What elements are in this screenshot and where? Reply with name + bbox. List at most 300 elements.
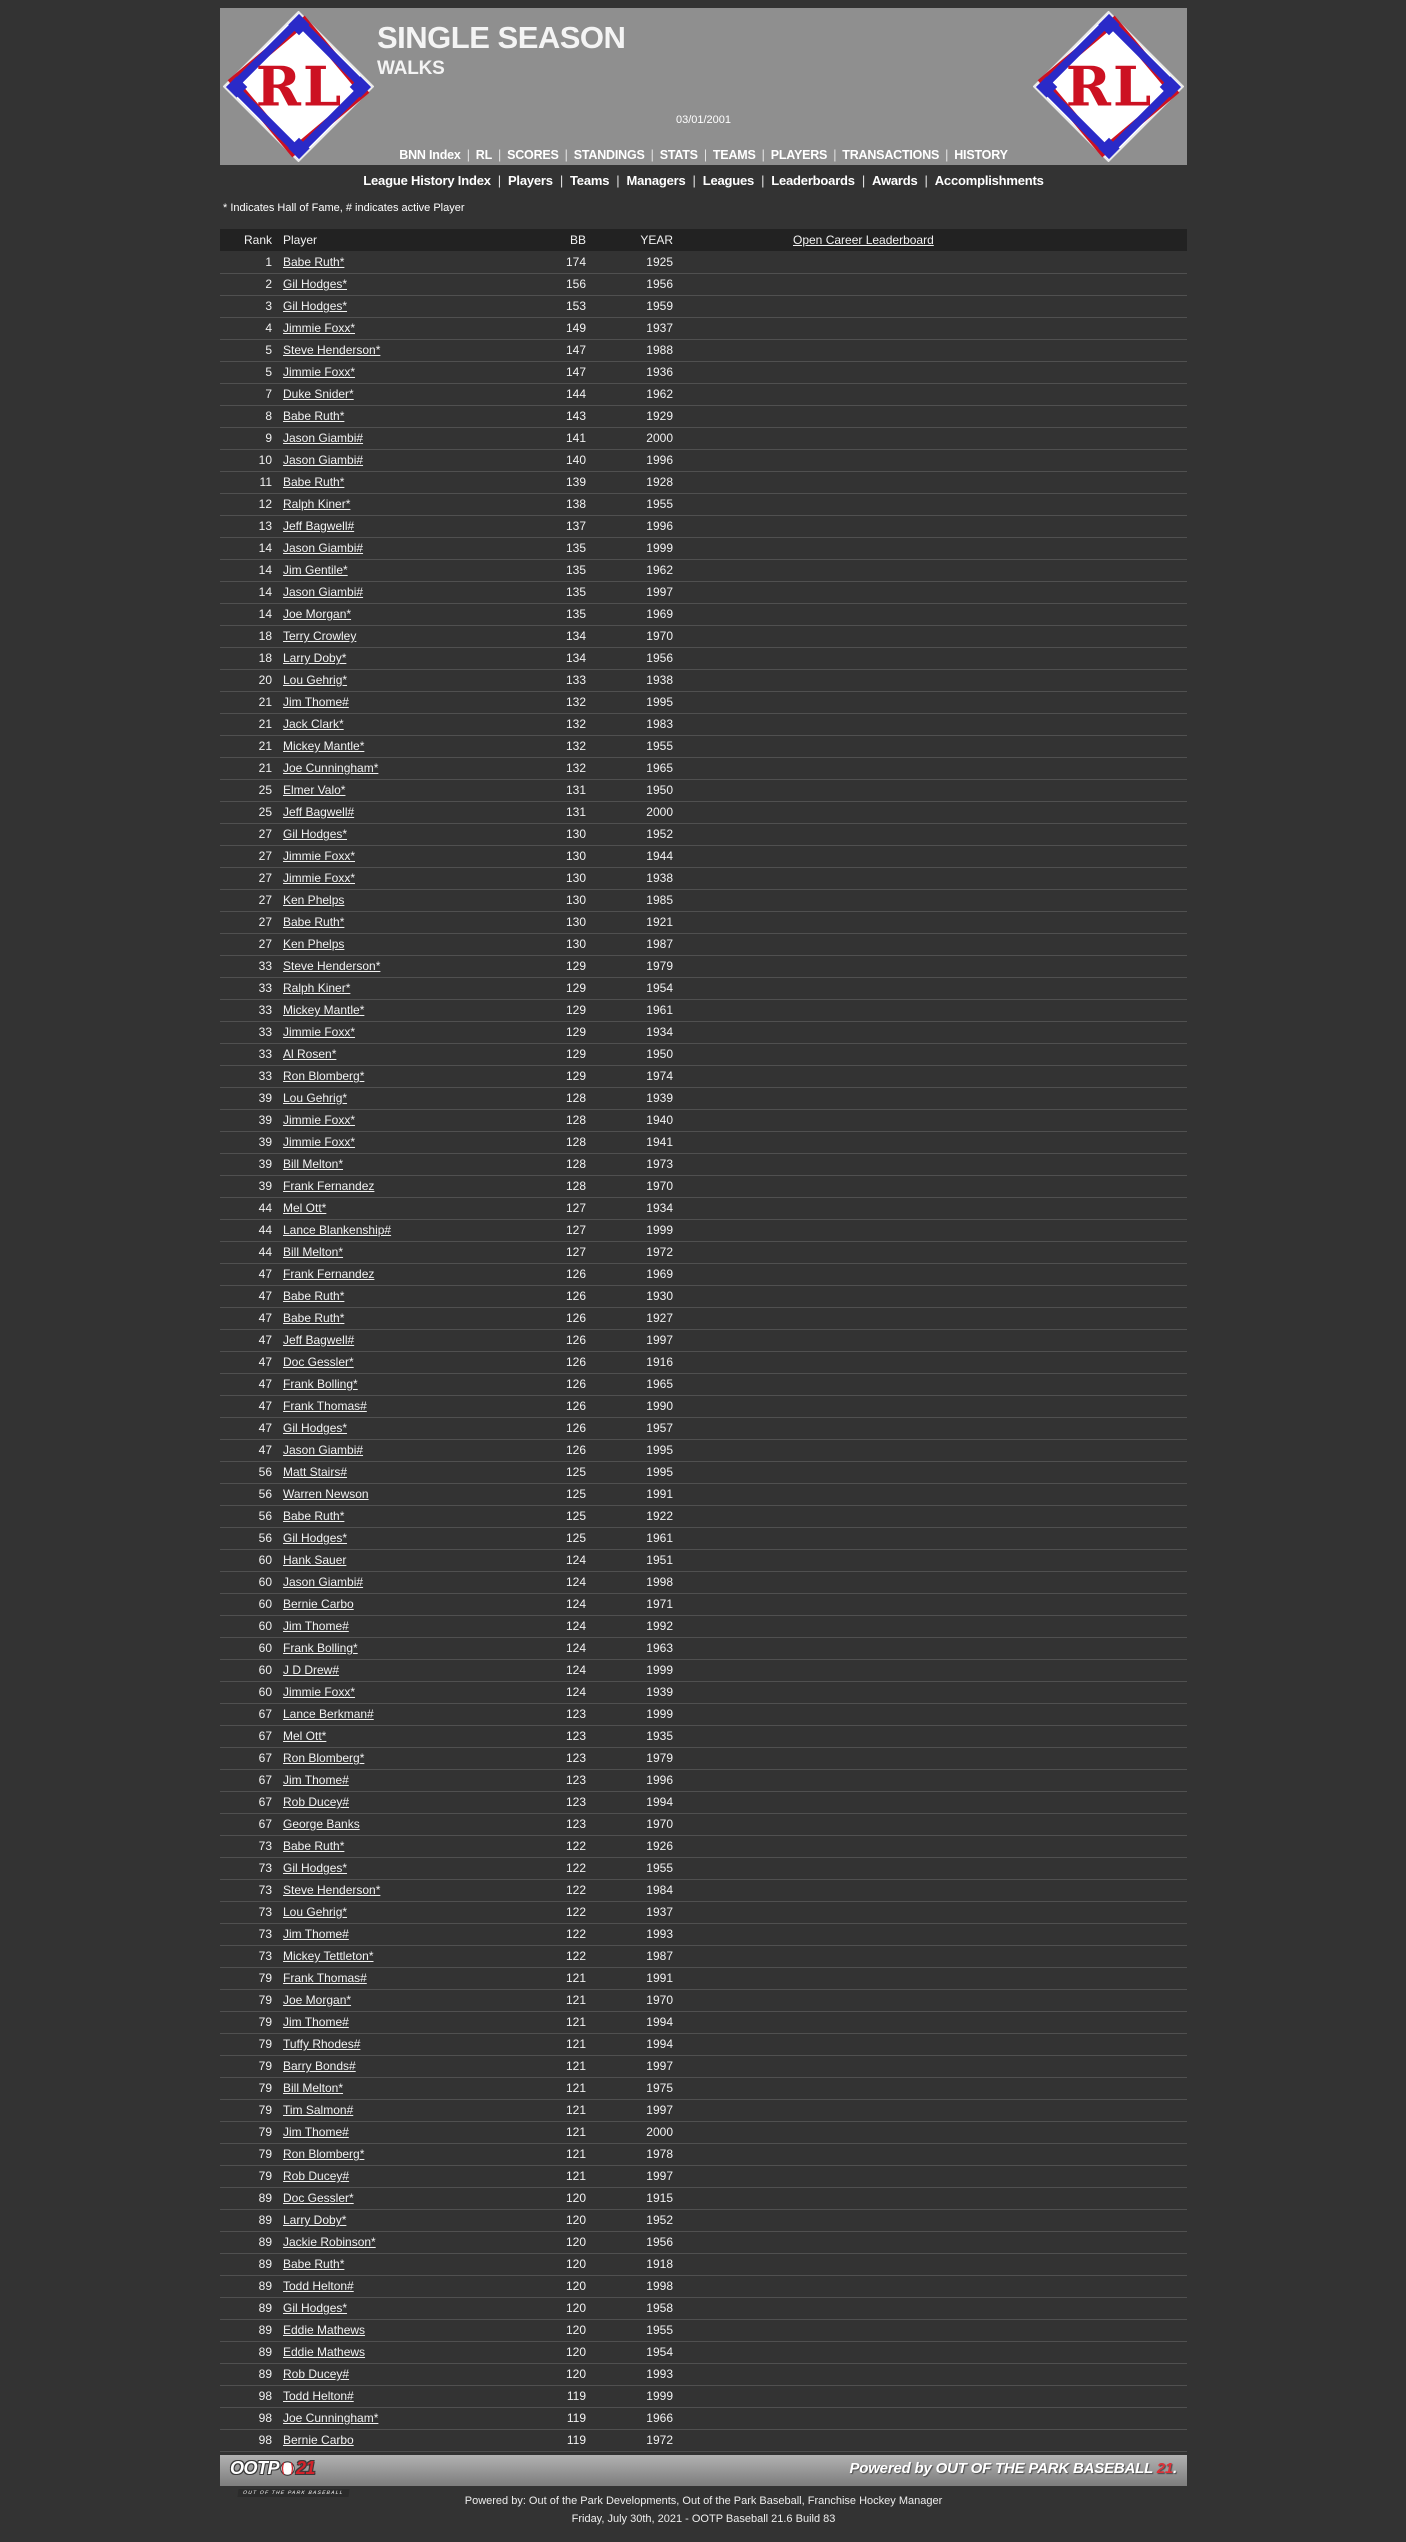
- empty-cell: [685, 867, 1187, 889]
- table-row: [220, 669, 1187, 691]
- player-cell: [272, 1637, 531, 1659]
- player-link[interactable]: Ron Blomberg*: [283, 2147, 365, 2161]
- rank-cell: 79: [258, 2147, 272, 2161]
- nav-link-standings[interactable]: STANDINGS: [573, 148, 645, 162]
- year-cell: 1999: [646, 541, 673, 555]
- history-nav-link-leaderboards[interactable]: Leaderboards: [771, 173, 855, 188]
- table-row: [220, 1505, 1187, 1527]
- player-cell: [272, 1593, 531, 1615]
- player-link[interactable]: Matt Stairs#: [283, 1465, 348, 1479]
- player-cell: [272, 1109, 531, 1131]
- year-cell: 1973: [646, 1157, 673, 1171]
- year-cell: 1961: [646, 1003, 673, 1017]
- nav-link-history[interactable]: HISTORY: [954, 148, 1008, 162]
- bb-cell: 132: [565, 739, 586, 753]
- bb-cell: 135: [565, 607, 586, 621]
- table-row: [220, 1483, 1187, 1505]
- player-link[interactable]: Jimmie Foxx*: [283, 871, 356, 885]
- player-link[interactable]: Jack Clark*: [283, 717, 344, 731]
- bb-cell: 123: [565, 1795, 586, 1809]
- empty-cell: [685, 2055, 1187, 2077]
- player-link[interactable]: Mel Ott*: [283, 1201, 327, 1215]
- year-cell: 1963: [646, 1641, 673, 1655]
- player-link[interactable]: Jim Thome#: [283, 2125, 349, 2139]
- open-career-leaderboard-link[interactable]: Open Career Leaderboard: [793, 233, 934, 247]
- table-row: [220, 1153, 1187, 1175]
- player-link[interactable]: Ralph Kiner*: [283, 497, 351, 511]
- rank-cell: 44: [258, 1223, 272, 1237]
- table-row: [220, 713, 1187, 735]
- player-cell: [272, 1857, 531, 1879]
- empty-cell: [685, 1109, 1187, 1131]
- rank-cell: 18: [258, 629, 272, 643]
- year-cell: 1952: [646, 827, 673, 841]
- empty-cell: [685, 1747, 1187, 1769]
- rank-cell: 89: [258, 2235, 272, 2249]
- history-nav-link-accomplishments[interactable]: Accomplishments: [934, 173, 1044, 188]
- player-link[interactable]: Lance Berkman#: [283, 1707, 374, 1721]
- empty-cell: [685, 2121, 1187, 2143]
- empty-cell: [685, 2275, 1187, 2297]
- bb-cell: 125: [565, 1487, 586, 1501]
- player-link[interactable]: Babe Ruth*: [283, 475, 345, 489]
- empty-cell: [685, 2011, 1187, 2033]
- year-cell: 1950: [646, 1047, 673, 1061]
- secondary-nav: [220, 169, 1187, 192]
- player-link[interactable]: Gil Hodges*: [283, 1421, 348, 1435]
- player-cell: [272, 1175, 531, 1197]
- table-row: [220, 339, 1187, 361]
- rank-cell: 73: [258, 1905, 272, 1919]
- player-cell: [272, 1395, 531, 1417]
- nav-separator: |: [498, 148, 502, 162]
- bb-cell: 135: [565, 585, 586, 599]
- nav-link-transactions[interactable]: TRANSACTIONS: [842, 148, 940, 162]
- empty-cell: [685, 537, 1187, 559]
- player-link[interactable]: Jimmie Foxx*: [283, 1685, 356, 1699]
- empty-cell: [685, 1065, 1187, 1087]
- player-link[interactable]: Joe Cunningham*: [283, 761, 379, 775]
- bb-cell: 124: [565, 1619, 586, 1633]
- player-link[interactable]: Larry Doby*: [283, 2213, 347, 2227]
- rank-cell: 12: [258, 497, 272, 511]
- nav-separator: |: [761, 148, 765, 162]
- player-link[interactable]: Jason Giambi#: [283, 431, 364, 445]
- bb-cell: 125: [565, 1509, 586, 1523]
- player-link[interactable]: Terry Crowley: [283, 629, 357, 643]
- rank-cell: 73: [258, 1861, 272, 1875]
- player-link[interactable]: Bill Melton*: [283, 1157, 344, 1171]
- rank-cell: 27: [258, 871, 272, 885]
- player-cell: [272, 823, 531, 845]
- rank-cell: 5: [265, 343, 272, 357]
- table-row: [220, 757, 1187, 779]
- table-row: [220, 1901, 1187, 1923]
- player-link[interactable]: Eddie Mathews: [283, 2345, 366, 2359]
- nav-link-players[interactable]: PLAYERS: [770, 148, 828, 162]
- player-link[interactable]: Jeff Bagwell#: [283, 805, 355, 819]
- table-row: [220, 2407, 1187, 2429]
- player-link[interactable]: Babe Ruth*: [283, 1509, 345, 1523]
- year-cell: 1937: [646, 321, 673, 335]
- year-cell: 2000: [646, 805, 673, 819]
- player-link[interactable]: Mickey Tettleton*: [283, 1949, 374, 1963]
- player-link[interactable]: Gil Hodges*: [283, 827, 348, 841]
- year-cell: 1969: [646, 607, 673, 621]
- bb-cell: 130: [565, 871, 586, 885]
- year-cell: 1996: [646, 1773, 673, 1787]
- player-link[interactable]: Jason Giambi#: [283, 1443, 364, 1457]
- player-link[interactable]: Mel Ott*: [283, 1729, 327, 1743]
- year-cell: 1937: [646, 1905, 673, 1919]
- player-link[interactable]: Hank Sauer: [283, 1553, 347, 1567]
- player-cell: [272, 295, 531, 317]
- history-nav-link-league-history-index[interactable]: League History Index: [363, 173, 491, 188]
- player-link[interactable]: Ken Phelps: [283, 893, 345, 907]
- column-header-bb: BB: [569, 233, 586, 247]
- table-row: [220, 1681, 1187, 1703]
- empty-cell: [685, 1329, 1187, 1351]
- player-link[interactable]: Lance Blankenship#: [283, 1223, 392, 1237]
- nav-link-scores[interactable]: SCORES: [507, 148, 559, 162]
- player-link[interactable]: J D Drew#: [283, 1663, 340, 1677]
- player-link[interactable]: Joe Morgan*: [283, 607, 352, 621]
- player-link[interactable]: Mickey Mantle*: [283, 739, 365, 753]
- player-link[interactable]: Al Rosen*: [283, 1047, 337, 1061]
- player-link[interactable]: Jimmie Foxx*: [283, 1113, 356, 1127]
- empty-cell: [685, 2253, 1187, 2275]
- table-row: [220, 911, 1187, 933]
- year-cell: 1974: [646, 1069, 673, 1083]
- player-link[interactable]: Todd Helton#: [283, 2279, 354, 2293]
- year-cell: 1930: [646, 1289, 673, 1303]
- column-header-player: Player: [283, 233, 318, 247]
- player-link[interactable]: Jeff Bagwell#: [283, 519, 355, 533]
- empty-cell: [685, 273, 1187, 295]
- player-link[interactable]: Tim Salmon#: [283, 2103, 354, 2117]
- table-row: [220, 1527, 1187, 1549]
- year-cell: 1997: [646, 2103, 673, 2117]
- player-link[interactable]: Jimmie Foxx*: [283, 1025, 356, 1039]
- year-cell: 1994: [646, 2037, 673, 2051]
- history-nav-link-managers[interactable]: Managers: [626, 173, 686, 188]
- bb-cell: 131: [565, 783, 586, 797]
- year-cell: 1984: [646, 1883, 673, 1897]
- year-cell: 1994: [646, 1795, 673, 1809]
- player-cell: [272, 845, 531, 867]
- player-link[interactable]: Elmer Valo*: [283, 783, 346, 797]
- player-link[interactable]: Bernie Carbo: [283, 2433, 354, 2447]
- bb-cell: 130: [565, 937, 586, 951]
- bb-cell: 122: [565, 1839, 586, 1853]
- empty-cell: [685, 1241, 1187, 1263]
- empty-cell: [685, 1021, 1187, 1043]
- player-link[interactable]: Gil Hodges*: [283, 2301, 348, 2315]
- player-link[interactable]: Gil Hodges*: [283, 299, 348, 313]
- player-link[interactable]: Frank Thomas#: [283, 1399, 367, 1413]
- player-cell: [272, 2275, 531, 2297]
- empty-cell: [685, 493, 1187, 515]
- player-cell: [272, 2033, 531, 2055]
- empty-cell: [685, 1967, 1187, 1989]
- empty-cell: [685, 1197, 1187, 1219]
- player-link[interactable]: Warren Newson: [283, 1487, 369, 1501]
- player-link[interactable]: Frank Bolling*: [283, 1641, 358, 1655]
- year-cell: 1961: [646, 1531, 673, 1545]
- player-link[interactable]: Gil Hodges*: [283, 1531, 348, 1545]
- year-cell: 1999: [646, 1223, 673, 1237]
- player-link[interactable]: Joe Cunningham*: [283, 2411, 379, 2425]
- table-row: [220, 1791, 1187, 1813]
- player-link[interactable]: Jim Thome#: [283, 2015, 349, 2029]
- bb-cell: 120: [565, 2367, 586, 2381]
- ootp-logo[interactable]: [230, 2458, 349, 2499]
- year-cell: 1959: [646, 299, 673, 313]
- year-cell: 1955: [646, 2323, 673, 2337]
- bb-cell: 126: [565, 1399, 586, 1413]
- empty-cell: [685, 1857, 1187, 1879]
- player-link[interactable]: Eddie Mathews: [283, 2323, 366, 2337]
- player-link[interactable]: Jason Giambi#: [283, 541, 364, 555]
- player-cell: [272, 1835, 531, 1857]
- empty-cell: [685, 559, 1187, 581]
- rank-cell: 47: [258, 1267, 272, 1281]
- player-link[interactable]: Jimmie Foxx*: [283, 321, 356, 335]
- player-link[interactable]: Ron Blomberg*: [283, 1069, 365, 1083]
- player-cell: [272, 911, 531, 933]
- year-cell: 1955: [646, 497, 673, 511]
- year-cell: 1999: [646, 2389, 673, 2403]
- player-link[interactable]: Rob Ducey#: [283, 2169, 350, 2183]
- player-link[interactable]: Bill Melton*: [283, 2081, 344, 2095]
- rank-cell: 98: [258, 2389, 272, 2403]
- year-cell: 1997: [646, 1333, 673, 1347]
- player-cell: [272, 2407, 531, 2429]
- player-link[interactable]: Doc Gessler*: [283, 2191, 354, 2205]
- player-link[interactable]: Mickey Mantle*: [283, 1003, 365, 1017]
- player-link[interactable]: Bill Melton*: [283, 1245, 344, 1259]
- player-cell: [272, 1571, 531, 1593]
- player-link[interactable]: Lou Gehrig*: [283, 1905, 348, 1919]
- player-link[interactable]: Doc Gessler*: [283, 1355, 354, 1369]
- table-row: [220, 251, 1187, 273]
- player-link[interactable]: Steve Henderson*: [283, 343, 381, 357]
- rank-cell: 8: [265, 409, 272, 423]
- player-link[interactable]: Babe Ruth*: [283, 254, 345, 269]
- empty-cell: [685, 1505, 1187, 1527]
- history-nav-link-players[interactable]: Players: [507, 173, 553, 188]
- year-cell: 1944: [646, 849, 673, 863]
- table-row: [220, 1087, 1187, 1109]
- player-link[interactable]: Frank Fernandez: [283, 1267, 375, 1281]
- bb-cell: 120: [565, 2213, 586, 2227]
- empty-cell: [685, 647, 1187, 669]
- nav-link-teams[interactable]: TEAMS: [712, 148, 756, 162]
- player-link[interactable]: Lou Gehrig*: [283, 1091, 348, 1105]
- rank-cell: 79: [258, 2037, 272, 2051]
- player-link[interactable]: Gil Hodges*: [283, 1861, 348, 1875]
- page-subtitle: WALKS: [377, 57, 445, 79]
- empty-cell: [685, 1879, 1187, 1901]
- nav-separator: |: [564, 148, 568, 162]
- player-cell: [272, 1439, 531, 1461]
- player-link[interactable]: Barry Bonds#: [283, 2059, 356, 2073]
- year-cell: 1971: [646, 1597, 673, 1611]
- player-cell: [272, 1153, 531, 1175]
- nav-separator: |: [616, 173, 620, 188]
- player-link[interactable]: Jason Giambi#: [283, 453, 364, 467]
- player-link[interactable]: Duke Snider*: [283, 387, 354, 401]
- table-row: [220, 1439, 1187, 1461]
- player-link[interactable]: Steve Henderson*: [283, 1883, 381, 1897]
- rank-cell: 79: [258, 2125, 272, 2139]
- player-link[interactable]: Jason Giambi#: [283, 1575, 364, 1589]
- table-row: [220, 823, 1187, 845]
- table-row: [220, 2099, 1187, 2121]
- player-link[interactable]: Babe Ruth*: [283, 2257, 345, 2271]
- player-cell: [272, 1461, 531, 1483]
- table-row: [220, 1043, 1187, 1065]
- empty-cell: [685, 2033, 1187, 2055]
- empty-cell: [685, 1263, 1187, 1285]
- bb-cell: 134: [565, 629, 586, 643]
- ootp-logo-text: OOTP 21: [230, 2458, 315, 2478]
- bb-cell: 126: [565, 1421, 586, 1435]
- player-link[interactable]: Lou Gehrig*: [283, 673, 348, 687]
- player-cell: [272, 2253, 531, 2275]
- history-nav-link-leagues[interactable]: Leagues: [702, 173, 755, 188]
- empty-cell: [685, 317, 1187, 339]
- year-cell: 1996: [646, 453, 673, 467]
- bb-cell: 122: [565, 1861, 586, 1875]
- year-cell: 1987: [646, 937, 673, 951]
- year-cell: 1992: [646, 1619, 673, 1633]
- table-row: [220, 1615, 1187, 1637]
- table-row: [220, 1351, 1187, 1373]
- player-link[interactable]: Jackie Robinson*: [283, 2235, 376, 2249]
- player-link[interactable]: Babe Ruth*: [283, 1289, 345, 1303]
- player-link[interactable]: Jason Giambi#: [283, 585, 364, 599]
- empty-cell: [685, 1373, 1187, 1395]
- player-link[interactable]: Frank Fernandez: [283, 1179, 375, 1193]
- player-cell: [272, 1307, 531, 1329]
- bb-cell: 126: [565, 1333, 586, 1347]
- bb-cell: 131: [565, 805, 586, 819]
- player-link[interactable]: Babe Ruth*: [283, 1311, 345, 1325]
- rank-cell: 60: [258, 1619, 272, 1633]
- year-cell: 1998: [646, 1575, 673, 1589]
- table-row: [220, 1329, 1187, 1351]
- player-link[interactable]: Babe Ruth*: [283, 915, 345, 929]
- player-link[interactable]: Jim Thome#: [283, 1927, 349, 1941]
- year-cell: 1997: [646, 2169, 673, 2183]
- player-cell: [272, 1197, 531, 1219]
- empty-cell: [685, 1681, 1187, 1703]
- nav-link-rl[interactable]: RL: [475, 148, 493, 162]
- player-link[interactable]: Jim Thome#: [283, 1773, 349, 1787]
- bb-cell: 126: [565, 1355, 586, 1369]
- empty-cell: [685, 1901, 1187, 1923]
- rank-cell: 33: [258, 1003, 272, 1017]
- empty-cell: [685, 1153, 1187, 1175]
- player-link[interactable]: Steve Henderson*: [283, 959, 381, 973]
- empty-cell: [685, 2429, 1187, 2451]
- player-link[interactable]: Frank Bolling*: [283, 1377, 358, 1391]
- bb-cell: 122: [565, 1883, 586, 1897]
- bb-cell: 120: [565, 2345, 586, 2359]
- player-link[interactable]: Jeff Bagwell#: [283, 1333, 355, 1347]
- table-row: [220, 1769, 1187, 1791]
- rank-cell: 60: [258, 1685, 272, 1699]
- player-link[interactable]: Jimmie Foxx*: [283, 849, 356, 863]
- bb-cell: 121: [565, 2081, 586, 2095]
- table-row: [220, 1835, 1187, 1857]
- bb-cell: 120: [565, 2323, 586, 2337]
- year-cell: 1962: [646, 563, 673, 577]
- player-link[interactable]: Todd Helton#: [283, 2389, 354, 2403]
- bb-cell: 122: [565, 1949, 586, 1963]
- history-nav-link-teams[interactable]: Teams: [570, 173, 610, 188]
- player-link[interactable]: Babe Ruth*: [283, 1839, 345, 1853]
- bb-cell: 119: [566, 2433, 586, 2447]
- footer-build-line: Friday, July 30th, 2021 - OOTP Baseball 21.6 Build 83: [571, 2512, 836, 2525]
- player-link[interactable]: Jimmie Foxx*: [283, 1135, 356, 1149]
- rank-cell: 73: [258, 1883, 272, 1897]
- player-cell: [272, 2077, 531, 2099]
- player-link[interactable]: Bernie Carbo: [283, 1597, 354, 1611]
- player-link[interactable]: Jim Thome#: [283, 695, 349, 709]
- player-link[interactable]: Tuffy Rhodes#: [283, 2037, 361, 2051]
- player-link[interactable]: Jim Thome#: [283, 1619, 349, 1633]
- player-link[interactable]: Rob Ducey#: [283, 1795, 350, 1809]
- player-link[interactable]: Rob Ducey#: [283, 2367, 350, 2381]
- bb-cell: 138: [565, 497, 586, 511]
- empty-cell: [685, 2407, 1187, 2429]
- empty-cell: [685, 823, 1187, 845]
- player-link[interactable]: Ralph Kiner*: [283, 981, 351, 995]
- nav-link-stats[interactable]: STATS: [659, 148, 698, 162]
- rank-cell: 67: [258, 1795, 272, 1809]
- svg-text:RL: RL: [255, 54, 344, 119]
- legend-note: * Indicates Hall of Fame, # indicates active Player: [223, 202, 465, 214]
- player-link[interactable]: Frank Thomas#: [283, 1971, 367, 1985]
- player-cell: [272, 625, 531, 647]
- player-link[interactable]: Babe Ruth*: [283, 409, 345, 423]
- player-link[interactable]: Joe Morgan*: [283, 1993, 352, 2007]
- empty-cell: [685, 1835, 1187, 1857]
- table-row: [220, 581, 1187, 603]
- player-link[interactable]: Ken Phelps: [283, 937, 345, 951]
- rank-cell: 14: [258, 541, 272, 555]
- player-cell: [272, 2319, 531, 2341]
- player-link[interactable]: Ron Blomberg*: [283, 1751, 365, 1765]
- empty-cell: [685, 1175, 1187, 1197]
- empty-cell: [685, 2209, 1187, 2231]
- rank-cell: 14: [258, 607, 272, 621]
- player-link[interactable]: Jim Gentile*: [283, 563, 348, 577]
- table-row: [220, 735, 1187, 757]
- svg-text:RL: RL: [1065, 54, 1154, 119]
- player-cell: [272, 1241, 531, 1263]
- player-link[interactable]: George Banks: [283, 1817, 360, 1831]
- rank-cell: 27: [258, 937, 272, 951]
- player-link[interactable]: Gil Hodges*: [283, 277, 348, 291]
- nav-link-bnn-index[interactable]: BNN Index: [399, 148, 461, 162]
- player-link[interactable]: Larry Doby*: [283, 651, 347, 665]
- player-link[interactable]: Jimmie Foxx*: [283, 365, 356, 379]
- player-cell: [272, 1879, 531, 1901]
- history-nav-link-awards[interactable]: Awards: [872, 173, 918, 188]
